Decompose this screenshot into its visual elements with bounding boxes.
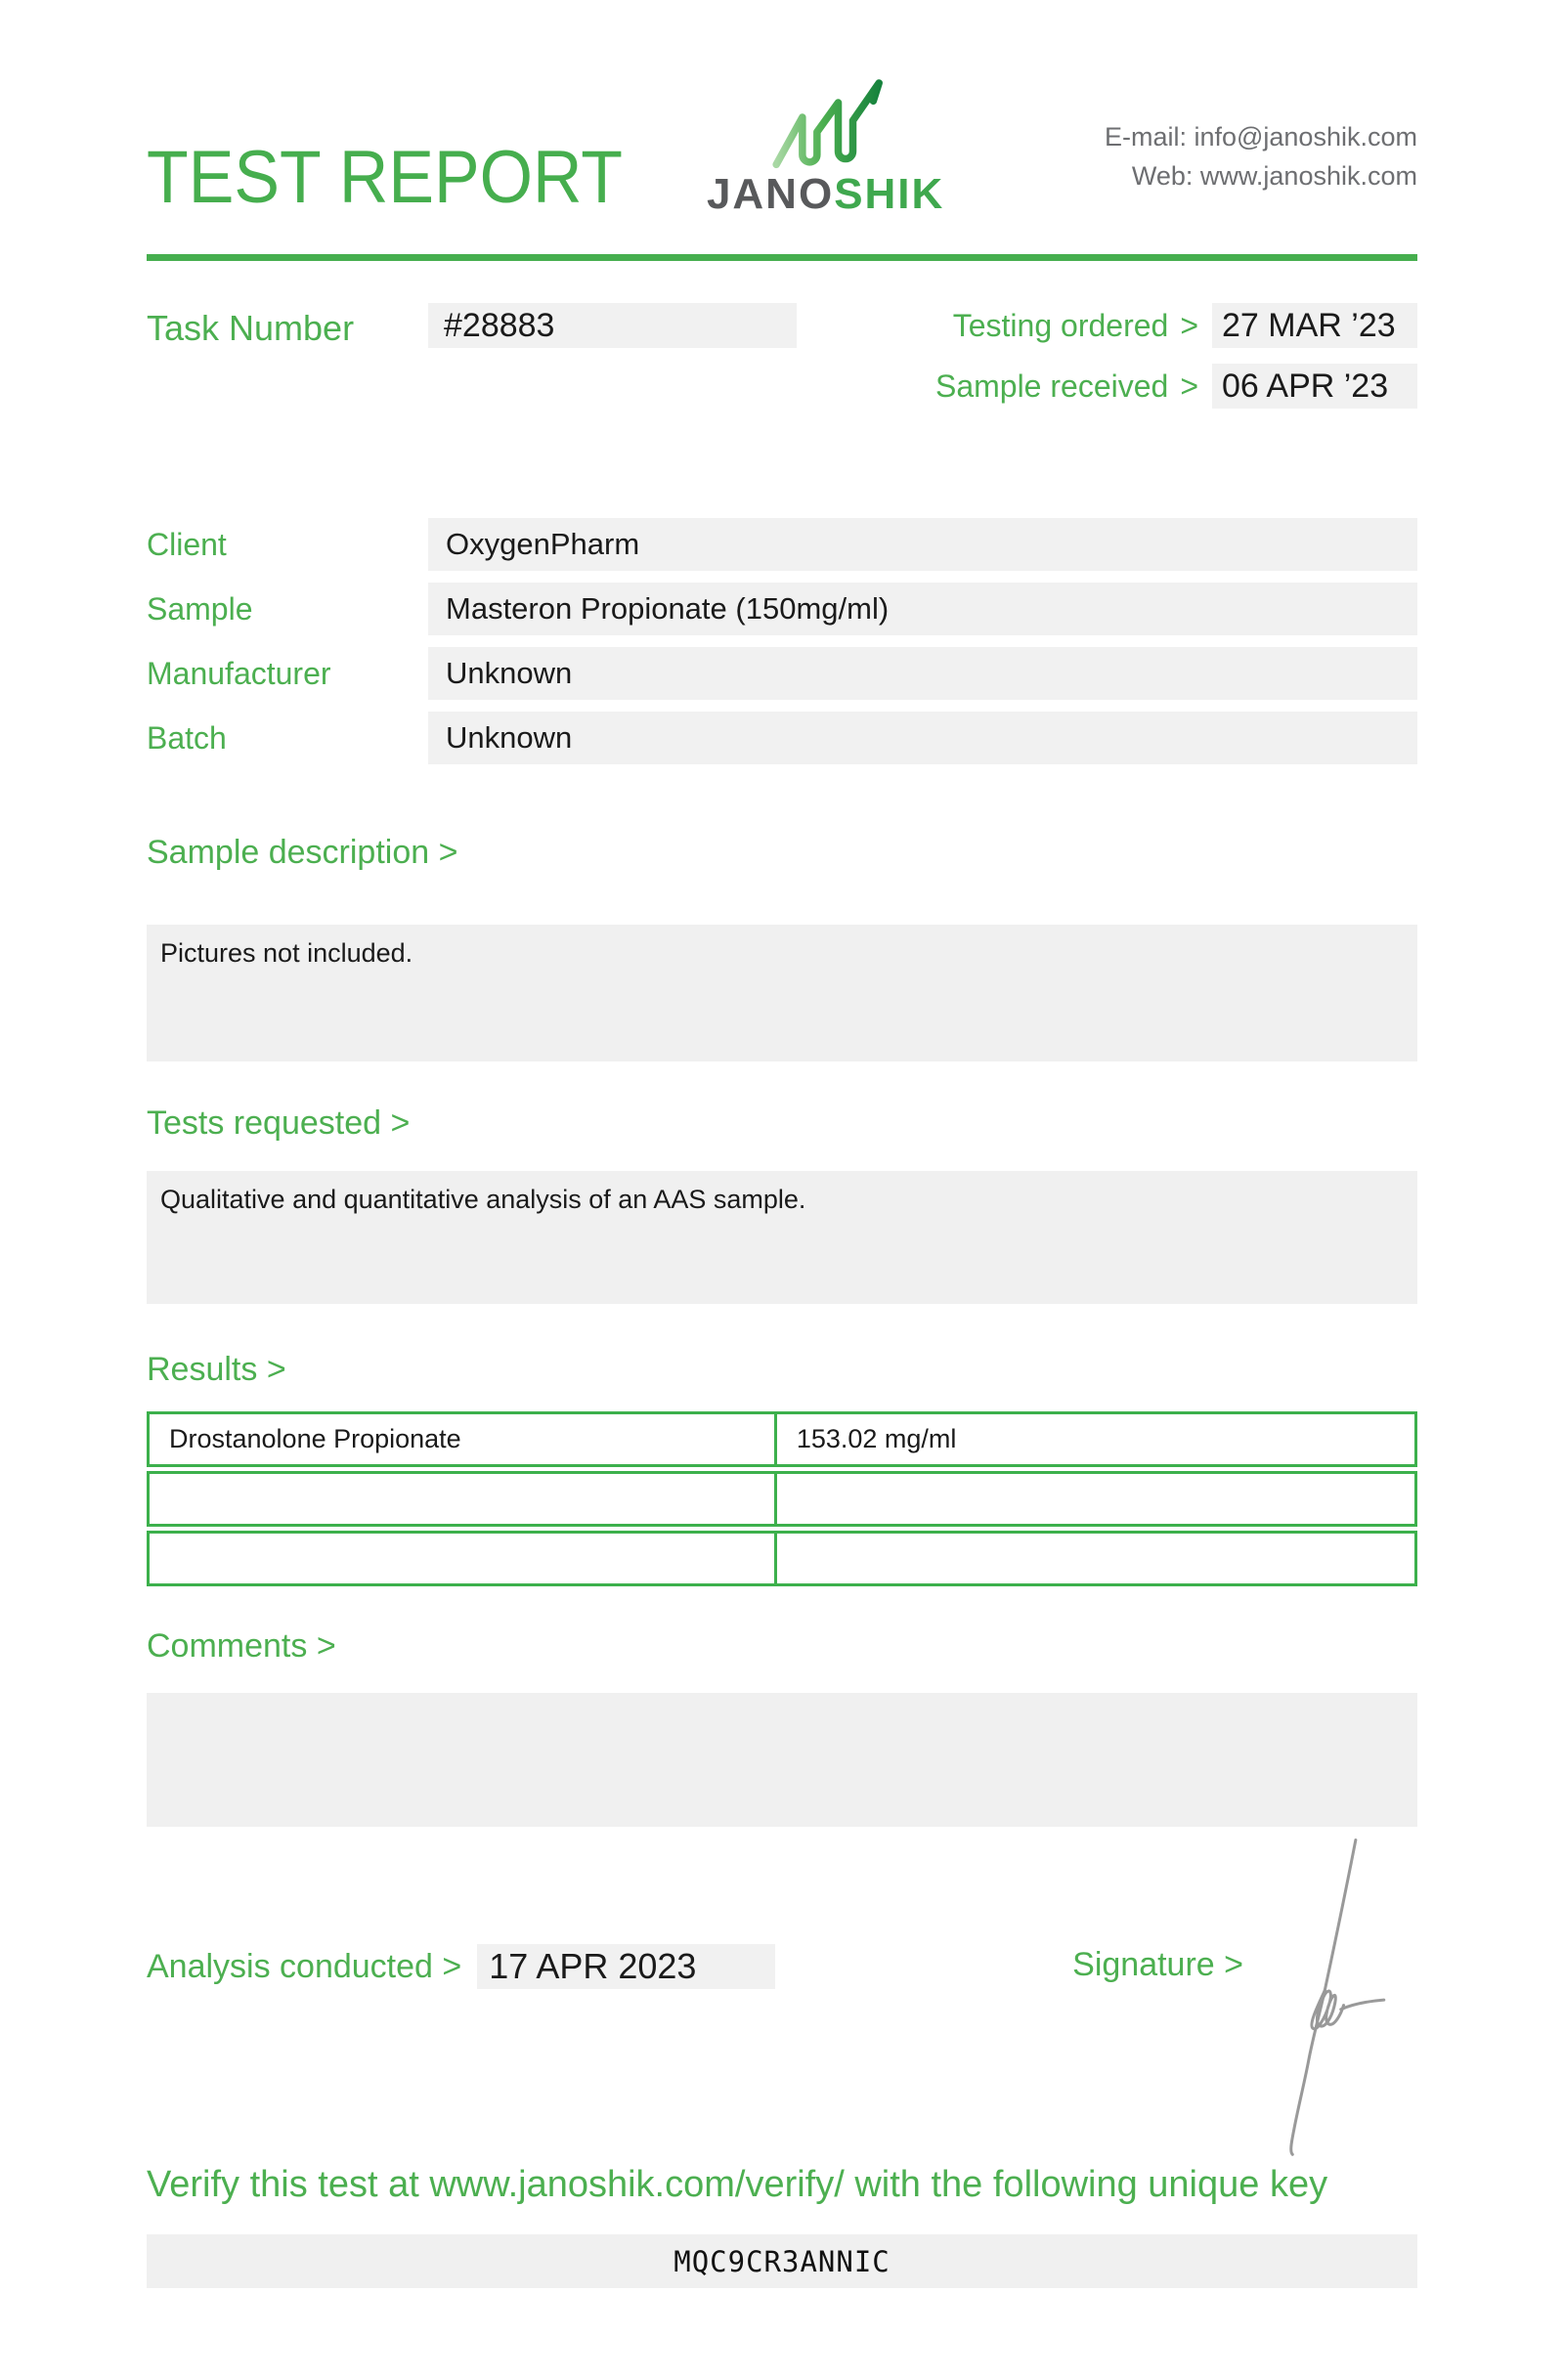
- detail-row-batch: [147, 712, 1417, 764]
- comments-heading: Comments >: [147, 1627, 336, 1665]
- result-concentration-cell: 153.02 mg/ml: [796, 1424, 957, 1453]
- report-header: [147, 73, 1417, 225]
- sample-received-row: [935, 364, 1417, 409]
- result-concentration-cell: [777, 1534, 1414, 1583]
- result-substance-cell: [150, 1474, 777, 1524]
- contact-web: Web: www.janoshik.com: [1131, 161, 1417, 191]
- verify-instruction: Verify this test at www.janoshik.com/verify/ with the following unique key: [147, 2164, 1328, 2205]
- client-label: Client: [147, 527, 227, 562]
- results-heading: Results >: [147, 1351, 286, 1388]
- tests-requested-heading: Tests requested >: [147, 1104, 411, 1142]
- task-number-value: #28883: [428, 303, 797, 348]
- contact-email: E-mail: info@janoshik.com: [1104, 122, 1417, 151]
- task-number-group: [147, 303, 797, 424]
- test-report-page: [0, 73, 1564, 2380]
- result-substance-cell: [150, 1534, 777, 1583]
- logo-text-jano: JANO: [706, 170, 835, 218]
- chevron-right-icon: >: [1180, 307, 1198, 343]
- detail-row-client: [147, 518, 1417, 571]
- detail-row-manufacturer: [147, 647, 1417, 700]
- chevron-right-icon: >: [1180, 368, 1198, 404]
- table-row: [147, 1411, 1417, 1467]
- comments-box: [147, 1693, 1417, 1827]
- logo-wordmark: [706, 170, 945, 218]
- analysis-date-value: 17 APR 2023: [477, 1944, 775, 1989]
- table-row: [147, 1471, 1417, 1527]
- sample-label: Sample: [147, 591, 253, 627]
- signature-label: Signature >: [1072, 1946, 1243, 1983]
- sample-details: [147, 518, 1417, 764]
- header-divider: [147, 254, 1417, 261]
- growth-chart-icon: [753, 73, 899, 171]
- sample-description-heading: Sample description >: [147, 834, 458, 871]
- unique-key-bar: [147, 2234, 1417, 2288]
- testing-ordered-value: 27 MAR ’23: [1212, 303, 1417, 348]
- dates-group: [935, 303, 1417, 424]
- result-concentration-cell: [777, 1474, 1414, 1524]
- testing-ordered-row: [935, 303, 1417, 348]
- table-row: [147, 1531, 1417, 1586]
- signature-image: [1231, 1835, 1392, 2157]
- manufacturer-value: Unknown: [428, 647, 1417, 700]
- manufacturer-label: Manufacturer: [147, 656, 331, 691]
- analysis-conducted-label: Analysis conducted >: [147, 1947, 462, 1985]
- sample-received-label: Sample received: [934, 368, 1169, 404]
- batch-label: Batch: [147, 720, 227, 756]
- batch-value: Unknown: [428, 712, 1417, 764]
- detail-row-sample: [147, 583, 1417, 635]
- testing-ordered-label: Testing ordered: [952, 307, 1169, 343]
- footer-row: [147, 1944, 1417, 1989]
- contact-info: [1105, 117, 1417, 225]
- sample-value: Masteron Propionate (150mg/ml): [428, 583, 1417, 635]
- task-number-label: Task Number: [147, 308, 355, 348]
- task-section: [147, 303, 1417, 424]
- result-substance-cell: Drostanolone Propionate: [150, 1414, 777, 1464]
- sample-description-box: Pictures not included.: [147, 925, 1417, 1061]
- tests-requested-box: Qualitative and quantitative analysis of an AAS sample.: [147, 1171, 1417, 1304]
- janoshik-logo: [707, 73, 944, 225]
- page-title: TEST REPORT: [147, 136, 623, 219]
- client-value: OxygenPharm: [428, 518, 1417, 571]
- results-table: [147, 1411, 1417, 1586]
- logo-text-shik: SHIK: [834, 170, 945, 218]
- sample-received-value: 06 APR ’23: [1212, 364, 1417, 409]
- unique-key-value: MQC9CR3ANNIC: [673, 2244, 891, 2278]
